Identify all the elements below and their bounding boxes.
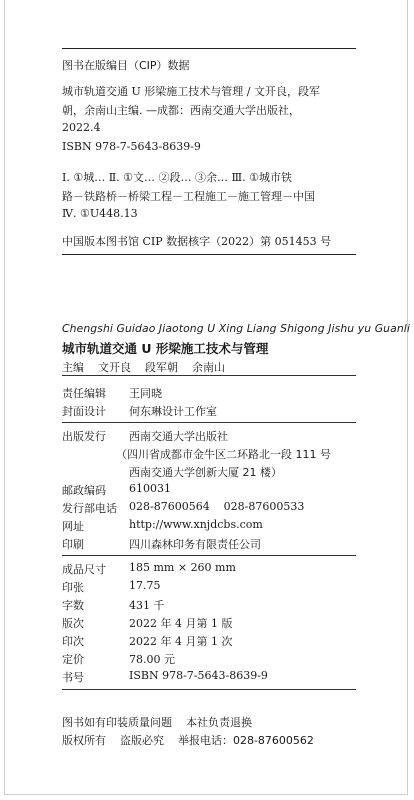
- book-title: 城市轨道交通 U 形梁施工技术与管理: [62, 341, 269, 356]
- cip-subject-line-3: Ⅳ. ①U448.13: [62, 207, 138, 220]
- staff-value: 何东琳设计工作室: [129, 405, 217, 418]
- spec-value: 2022 年 4 月第 1 次: [129, 635, 233, 648]
- cip-entry-line-1: 城市轨道交通 U 形梁施工技术与管理 / 文开良，段军: [62, 85, 320, 98]
- pinyin-title: Chengshi Guidao Jiaotong U Xing Liang Shigong Jishu yu Guanli: [62, 322, 410, 335]
- spec-label: 成品尺寸: [62, 563, 106, 576]
- editors: 主编 文开良 段军朝 余南山: [62, 361, 225, 374]
- publisher-address-2: 西南交通大学创新大厦 21 楼）: [129, 466, 282, 479]
- printer-label: 印刷: [62, 538, 84, 551]
- postcode-value: 610031: [129, 482, 171, 495]
- website-label: 网址: [62, 520, 84, 533]
- publisher-rule: [62, 555, 356, 556]
- phone-label: 发行部电话: [62, 502, 117, 515]
- cip-bottom-rule: [62, 254, 356, 255]
- spec-value: ISBN 978-7-5643-8639-9: [129, 669, 268, 682]
- spec-label: 定价: [62, 653, 84, 666]
- notice-line-1: 图书如有印装质量问题 本社负责退换: [62, 716, 252, 729]
- cip-subject-line-2: 路－铁路桥－桥梁工程－工程施工－施工管理－中国: [62, 190, 315, 203]
- staff-value: 王同晓: [129, 387, 162, 400]
- cip-heading: 图书在版编目（CIP）数据: [62, 59, 190, 72]
- cip-entry-line-3: 2022.4: [62, 121, 101, 134]
- spec-label: 版次: [62, 617, 84, 630]
- spec-value: 78.00 元: [129, 653, 175, 666]
- cip-subject-line-1: Ⅰ. ①城… Ⅱ. ①文… ②段… ③余… Ⅲ. ①城市铁: [62, 171, 292, 184]
- title-rule: [62, 375, 356, 376]
- staff-label: 责任编辑: [62, 387, 106, 400]
- staff-rule: [62, 422, 356, 423]
- spec-label: 印次: [62, 635, 84, 648]
- specs-rule: [62, 689, 356, 690]
- cip-core-number: 中国版本图书馆 CIP 数据核字（2022）第 051453 号: [62, 235, 332, 248]
- cip-top-rule: [62, 48, 356, 49]
- printer-value: 四川森林印务有限责任公司: [129, 538, 261, 551]
- publisher-label: 出版发行: [62, 430, 106, 443]
- spec-value: 185 mm × 260 mm: [129, 561, 236, 574]
- staff-label: 封面设计: [62, 405, 106, 418]
- spec-label: 书号: [62, 671, 84, 684]
- spec-value: 2022 年 4 月第 1 版: [129, 617, 233, 630]
- phone-value: 028-87600564 028-87600533: [129, 500, 305, 513]
- spec-label: 印张: [62, 581, 84, 594]
- cip-entry-line-2: 朝，余南山主编. —成都：西南交通大学出版社，: [62, 104, 300, 117]
- publisher-address-1: （四川省成都市金牛区二环路北一段 111 号: [116, 448, 331, 461]
- website-link[interactable]: http://www.xnjdcbs.com: [129, 518, 263, 531]
- postcode-label: 邮政编码: [62, 484, 106, 497]
- spec-value: 17.75: [129, 579, 161, 592]
- notice-line-2: 版权所有 盗版必究 举报电话：028-87600562: [62, 734, 314, 747]
- cip-isbn: ISBN 978-7-5643-8639-9: [62, 140, 201, 153]
- spec-value: 431 千: [129, 599, 165, 612]
- publisher-name: 西南交通大学出版社: [129, 430, 228, 443]
- spec-label: 字数: [62, 599, 84, 612]
